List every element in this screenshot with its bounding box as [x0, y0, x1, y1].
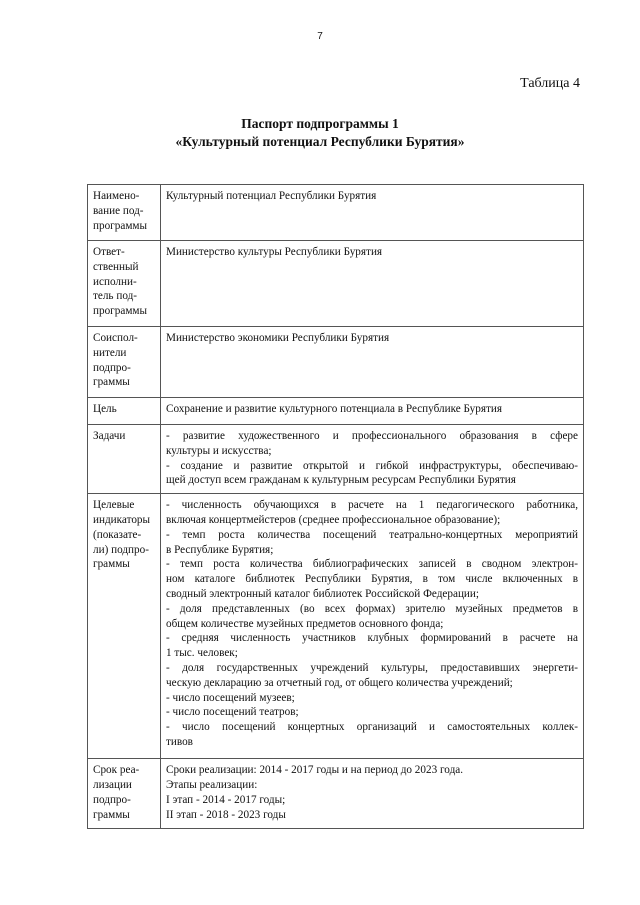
value-line: I этап - 2014 - 2017 годы; [166, 793, 286, 806]
value-line: - создание и развитие открытой и гибкой инфраструктуры, обеспечиваю- [166, 459, 578, 472]
table-row [88, 425, 584, 494]
value-line: Министерство экономики Республики Бурятия [166, 332, 390, 344]
label-line: Срок реа- [93, 764, 140, 777]
row-value [161, 398, 584, 425]
row-value [161, 425, 584, 494]
label-line: Целевые [93, 499, 135, 512]
table-row [88, 494, 584, 759]
label-line: Цель [93, 403, 117, 415]
label-line: граммы [93, 808, 130, 821]
value-line: общем количестве музейных предметов основного фонда; [166, 617, 444, 630]
row-value [161, 185, 584, 241]
label-line: Наимено- [93, 190, 140, 202]
value-line: - темп роста количества библиографических записей в сводном электрон- [166, 558, 578, 571]
row-label [88, 327, 161, 398]
value-line: тивов [166, 735, 193, 748]
value-line: культуры и искусства; [166, 444, 272, 457]
label-line: лизации [93, 778, 132, 791]
table-label: Таблица 4 [520, 76, 580, 91]
row-label [88, 185, 161, 241]
row-label [88, 425, 161, 494]
label-line: ли) подпро- [93, 543, 149, 556]
value-line: - доля государственных учреждений культуры, предоставивших энергети- [166, 661, 578, 674]
value-line: - число посещений концертных организаций и самостоятельных коллек- [166, 721, 578, 734]
value-line: ном каталоге библиотек Республики Бурятия, в том числе включенных в [166, 573, 578, 586]
table-row [88, 241, 584, 327]
label-line: программы [93, 219, 147, 232]
value-line: - темп роста количества посещений театрально-концертных мероприятий [166, 528, 578, 541]
value-line: Этапы реализации: [166, 778, 258, 791]
label-line: подпро- [93, 361, 131, 374]
label-line: исполни- [93, 275, 137, 288]
row-value [161, 327, 584, 398]
page-number: 7 [317, 31, 323, 42]
row-label [88, 241, 161, 327]
title-line-1: Паспорт подпрограммы 1 [241, 116, 399, 131]
value-line: Сроки реализации: 2014 - 2017 годы и на период до 2023 года. [166, 764, 464, 777]
row-value [161, 241, 584, 327]
label-line: подпро- [93, 793, 131, 806]
value-line: 1 тыс. человек; [166, 647, 238, 660]
document-title [0, 115, 640, 151]
value-line: Министерство культуры Республики Бурятия [166, 246, 383, 258]
table-row [88, 185, 584, 241]
value-line: Культурный потенциал Республики Бурятия [166, 190, 377, 202]
value-line: - доля представленных (во всех формах) зрителю музейных предметов в [166, 602, 578, 615]
label-line: программы [93, 305, 147, 318]
label-line: вание под- [93, 204, 144, 217]
label-line: ственный [93, 260, 139, 273]
value-line: в Республике Бурятия; [166, 543, 274, 556]
label-line: Соиспол- [93, 332, 138, 344]
label-line: Задачи [93, 430, 126, 442]
value-line: - число посещений театров; [166, 706, 299, 719]
label-line: нители [93, 346, 127, 359]
row-label [88, 398, 161, 425]
value-line: - число посещений музеев; [166, 691, 295, 704]
label-line: граммы [93, 376, 130, 389]
label-line: (показате- [93, 528, 142, 541]
title-line-2: «Культурный потенциал Республики Бурятия» [175, 134, 465, 149]
value-line: щей доступ всем гражданам к культурным ресурсам Республики Бурятия [166, 474, 516, 487]
row-label [88, 494, 161, 759]
passport-table [87, 184, 584, 829]
value-line: - численность обучающихся в расчете на 1 педагогического работника, [166, 499, 578, 512]
label-line: индикаторы [93, 513, 151, 526]
label-line: граммы [93, 558, 130, 571]
value-line: включая концертмейстеров (среднее профессиональное образование); [166, 513, 501, 526]
table-row [88, 759, 584, 829]
table-row [88, 327, 584, 398]
row-label [88, 759, 161, 829]
table-row [88, 398, 584, 425]
row-value [161, 759, 584, 829]
value-line: II этап - 2018 - 2023 годы [166, 808, 286, 821]
value-line: - развитие художественного и профессионального образования в сфере [166, 430, 578, 442]
value-line: сводный электронный каталог библиотек Российской Федерации; [166, 587, 480, 600]
value-line: - средняя численность участников клубных формирований в расчете на [166, 632, 578, 645]
label-line: Ответ- [93, 246, 125, 258]
row-value [161, 494, 584, 759]
label-line: тель под- [93, 290, 138, 303]
value-line: ческую декларацию за отчетный год, от общего количества учреждений; [166, 676, 513, 689]
value-line: Сохранение и развитие культурного потенциала в Республике Бурятия [166, 403, 502, 415]
